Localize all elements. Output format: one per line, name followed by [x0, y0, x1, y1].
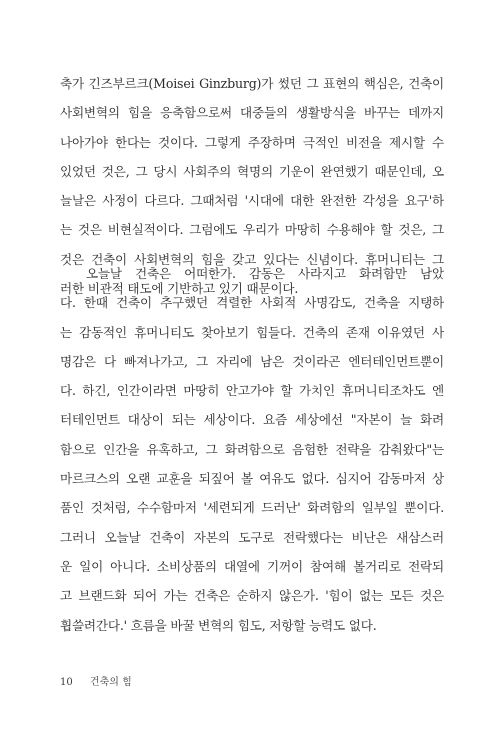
text-line: 나아가야 한다는 것이다. 그렇게 주장하며 극적인 비전을 제시할 수 [60, 134, 444, 150]
text-line: 것은 건축이 사회변혁의 힘을 갖고 있다는 신념이다. 휴머니티는 그 [60, 251, 444, 267]
text-line: 다. 한때 건축이 추구했던 격렬한 사회적 사명감도, 건축을 지탱하 [60, 295, 444, 311]
text-line: 러한 비관적 태도에 기반하고 있기 때문이다. [60, 281, 299, 297]
text-line: 휩쓸려간다.' 흐름을 바꿀 변혁의 힘도, 저항할 능력도 없다. [60, 617, 377, 633]
page-footer [60, 673, 132, 688]
text-line: 오늘날 건축은 어떠한가. 감동은 사라지고 화려함만 남았 [86, 266, 444, 281]
text-line: 품인 것처럼, 수수함마저 '세련되게 드러난' 화려함의 일부일 뿐이다. [60, 500, 444, 516]
text-line: 늘날은 사정이 다르다. 그때처럼 '시대에 대한 완전한 각성을 요구'하 [60, 193, 444, 209]
text-line: 터테인먼트 대상이 되는 세상이다. 요즘 세상에선 "자본이 늘 화려 [60, 412, 444, 428]
running-title: 건축의 힘 [89, 677, 132, 688]
text-line: 함으로 인간을 유혹하고, 그 화려함으로 음험한 전략을 감춰왔다"는 [60, 441, 444, 457]
text-line: 운 일이 아니다. 소비상품의 대열에 기꺼이 참여해 볼거리로 전락되 [60, 558, 444, 574]
text-line: 다. 하긴, 인간이라면 마땅히 안고가야 할 가치인 휴머니티조차도 엔 [60, 383, 444, 399]
paragraph-2 [60, 259, 444, 640]
text-line: 고 브랜드화 되어 가는 건축은 순하지 않은가. '힘이 없는 모든 것은 [60, 588, 444, 604]
text-line: 그러니 오늘날 건축이 자본의 도구로 전락했다는 비난은 새삼스러 [60, 529, 444, 545]
text-line: 는 감동적인 휴머니티도 찾아보기 힘들다. 건축의 존재 이유였던 사 [60, 324, 444, 340]
text-line: 는 것은 비현실적이다. 그럼에도 우리가 마땅히 수용해야 할 것은, 그 [60, 222, 444, 238]
text-line: 마르크스의 오랜 교훈을 되짚어 볼 여유도 없다. 심지어 감동마저 상 [60, 471, 444, 487]
text-line: 있었던 것은, 그 당시 사회주의 혁명의 기운이 완연했기 때문인데, 오 [60, 163, 444, 179]
text-line: 명감은 다 빠져나가고, 그 자리에 남은 것이라곤 엔터테인먼트뿐이 [60, 353, 444, 369]
page-number: 10 [60, 677, 73, 688]
text-line: 사회변혁의 힘을 응축함으로써 대중들의 생활방식을 바꾸는 데까지 [60, 105, 444, 121]
text-line: 축가 긴즈부르크(Moisei Ginzburg)가 썼던 그 표현의 핵심은, 건축이 [60, 76, 444, 91]
